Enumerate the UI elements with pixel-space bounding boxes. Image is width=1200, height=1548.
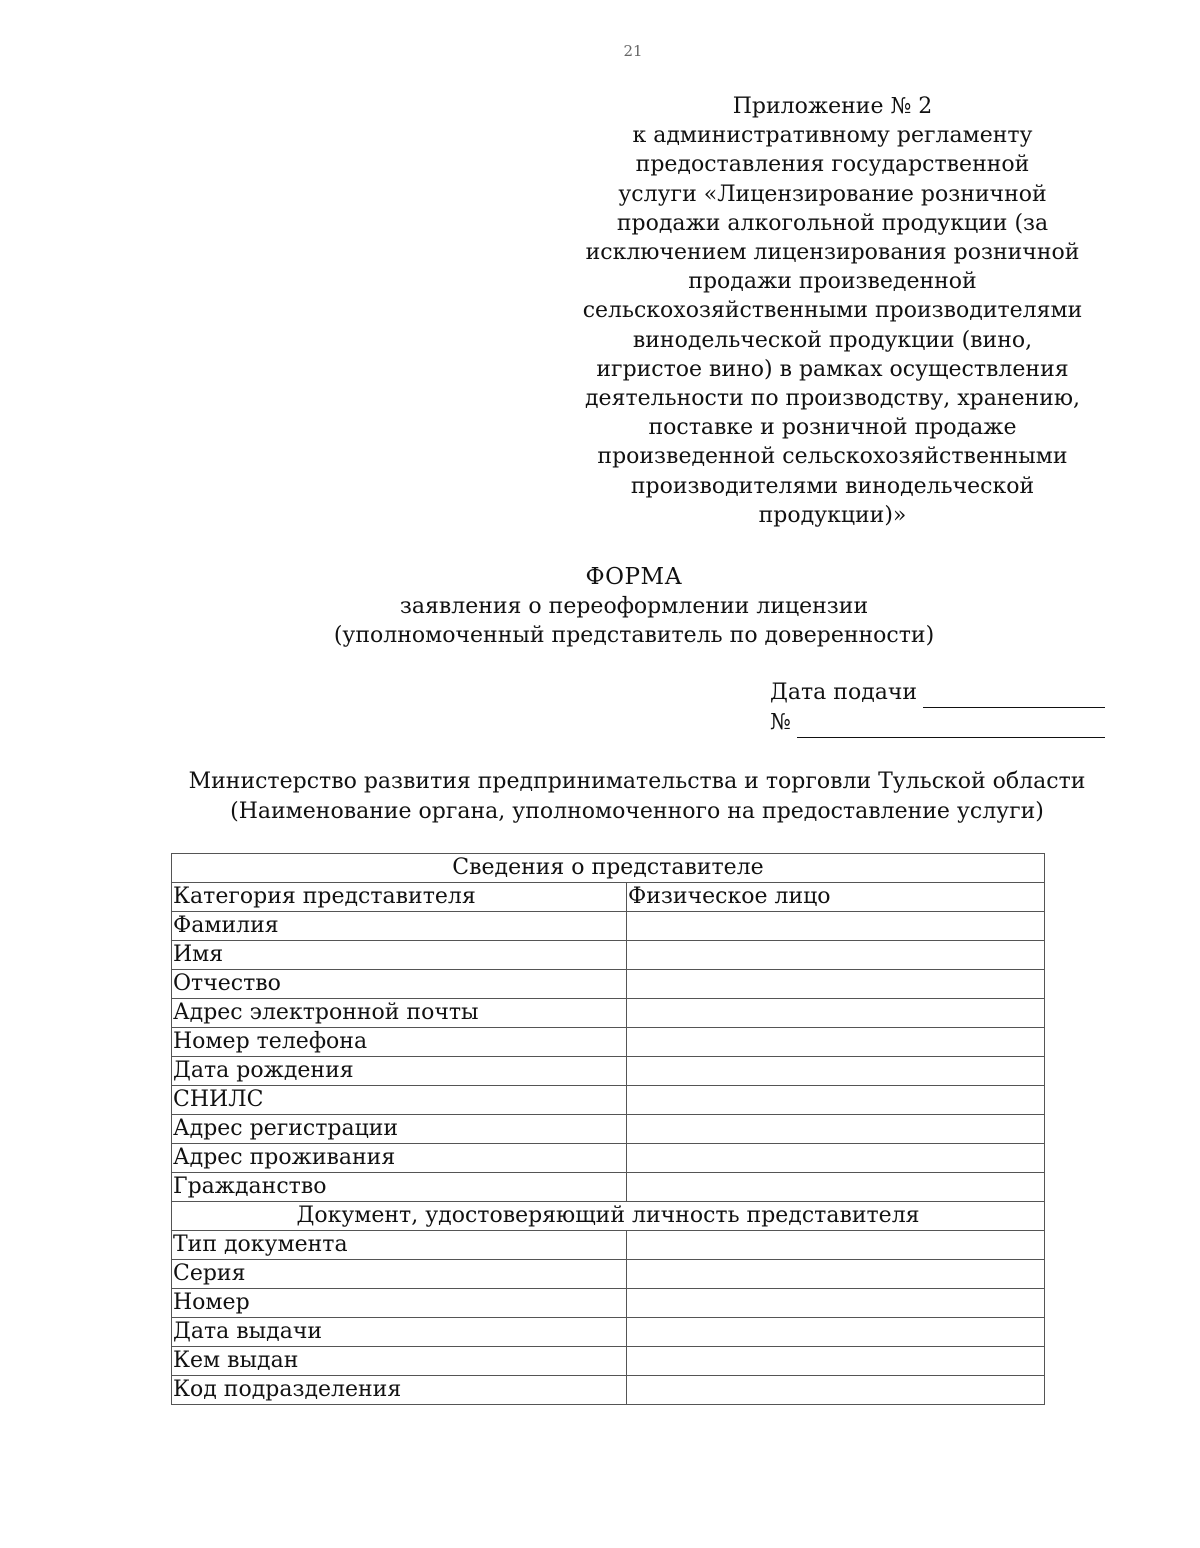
field-label: Номер xyxy=(172,1289,627,1318)
table-row xyxy=(172,1318,1045,1347)
field-label: Дата выдачи xyxy=(172,1318,627,1347)
table-row xyxy=(172,1231,1045,1260)
table-row xyxy=(172,1144,1045,1173)
field-label: СНИЛС xyxy=(172,1086,627,1115)
appendix-line: продажи произведенной xyxy=(688,269,977,295)
table-row xyxy=(172,1115,1045,1144)
section-identity-document-header: Документ, удостоверяющий личность представителя xyxy=(172,1202,1045,1231)
field-value-cell[interactable] xyxy=(627,1144,1045,1173)
field-value-cell[interactable] xyxy=(627,1115,1045,1144)
field-label: Адрес электронной почты xyxy=(172,999,627,1028)
field-label: Тип документа xyxy=(172,1231,627,1260)
authority-name: Министерство развития предпринимательства и торговли Тульской области xyxy=(188,769,1086,794)
field-value-cell[interactable] xyxy=(627,1028,1045,1057)
submission-number-label: № xyxy=(770,710,791,735)
field-label: Кем выдан xyxy=(172,1347,627,1376)
section-representative-header: Сведения о представителе xyxy=(172,854,1045,883)
field-value-cell[interactable] xyxy=(627,1376,1045,1405)
submission-date-field[interactable] xyxy=(923,685,1105,708)
appendix-line: к административному регламенту xyxy=(632,123,1033,149)
page-number: 21 xyxy=(623,42,643,60)
table-row xyxy=(172,1028,1045,1057)
field-label: Адрес проживания xyxy=(172,1144,627,1173)
appendix-header xyxy=(560,92,1105,530)
field-value-cell[interactable] xyxy=(627,941,1045,970)
table-row xyxy=(172,1057,1045,1086)
field-value-cell[interactable] xyxy=(627,999,1045,1028)
field-label: Категория представителя xyxy=(172,883,627,912)
appendix-line: Приложение № 2 xyxy=(732,94,933,119)
field-value-cell[interactable] xyxy=(627,1260,1045,1289)
table-row xyxy=(172,883,1045,912)
field-label: Отчество xyxy=(172,970,627,999)
table-row xyxy=(172,941,1045,970)
field-label: Фамилия xyxy=(172,912,627,941)
appendix-line: поставке и розничной продаже xyxy=(648,415,1017,441)
category-value: Физическое лицо xyxy=(627,883,1045,912)
table-row xyxy=(172,1086,1045,1115)
authority-block xyxy=(172,767,1102,827)
field-label: Номер телефона xyxy=(172,1028,627,1057)
table-row xyxy=(172,999,1045,1028)
appendix-line: предоставления государственной xyxy=(635,152,1030,178)
field-value-cell[interactable] xyxy=(627,912,1045,941)
table-row xyxy=(172,1260,1045,1289)
field-value-cell[interactable] xyxy=(627,1289,1045,1318)
appendix-line: исключением лицензирования розничной xyxy=(585,240,1080,266)
field-label: Серия xyxy=(172,1260,627,1289)
representative-table xyxy=(171,853,1045,1405)
field-label: Дата рождения xyxy=(172,1057,627,1086)
appendix-line: произведенной сельскохозяйственными xyxy=(597,444,1068,470)
field-value-cell[interactable] xyxy=(627,1086,1045,1115)
field-label: Адрес регистрации xyxy=(172,1115,627,1144)
submission-block xyxy=(770,678,1105,738)
appendix-line: сельскохозяйственными производителями xyxy=(582,298,1083,324)
form-subtitle-representative: (уполномоченный представитель по доверенности) xyxy=(333,623,935,648)
appendix-line: деятельности по производству, хранению, xyxy=(585,386,1080,412)
table-row xyxy=(172,970,1045,999)
submission-number-field[interactable] xyxy=(797,715,1105,738)
appendix-line: услуги «Лицензирование розничной xyxy=(618,181,1047,207)
form-subtitle: заявления о переоформлении лицензии xyxy=(399,594,869,619)
appendix-line: продажи алкогольной продукции (за xyxy=(616,210,1049,236)
field-value-cell[interactable] xyxy=(627,1347,1045,1376)
appendix-line: производителями винодельческой xyxy=(630,473,1035,499)
field-label: Имя xyxy=(172,941,627,970)
field-label: Код подразделения xyxy=(172,1376,627,1405)
table-row xyxy=(172,1173,1045,1202)
appendix-line: продукции)» xyxy=(758,502,907,528)
table-section-row xyxy=(172,854,1045,883)
authority-caption: (Наименование органа, уполномоченного на предоставление услуги) xyxy=(230,799,1044,824)
field-value-cell[interactable] xyxy=(627,1318,1045,1347)
field-value-cell[interactable] xyxy=(627,1231,1045,1260)
table-row xyxy=(172,1347,1045,1376)
form-title: ФОРМА xyxy=(585,564,683,590)
field-label: Гражданство xyxy=(172,1173,627,1202)
field-value-cell[interactable] xyxy=(627,1173,1045,1202)
field-value-cell[interactable] xyxy=(627,970,1045,999)
submission-number-row xyxy=(770,708,1105,738)
field-value-cell[interactable] xyxy=(627,1057,1045,1086)
table-row xyxy=(172,912,1045,941)
table-section-row xyxy=(172,1202,1045,1231)
submission-date-label: Дата подачи xyxy=(770,680,918,705)
submission-date-row xyxy=(770,678,1105,708)
table-row xyxy=(172,1376,1045,1405)
table-row xyxy=(172,1289,1045,1318)
appendix-line: игристое вино) в рамках осуществления xyxy=(596,356,1069,382)
appendix-line: винодельческой продукции (вино, xyxy=(632,327,1033,353)
